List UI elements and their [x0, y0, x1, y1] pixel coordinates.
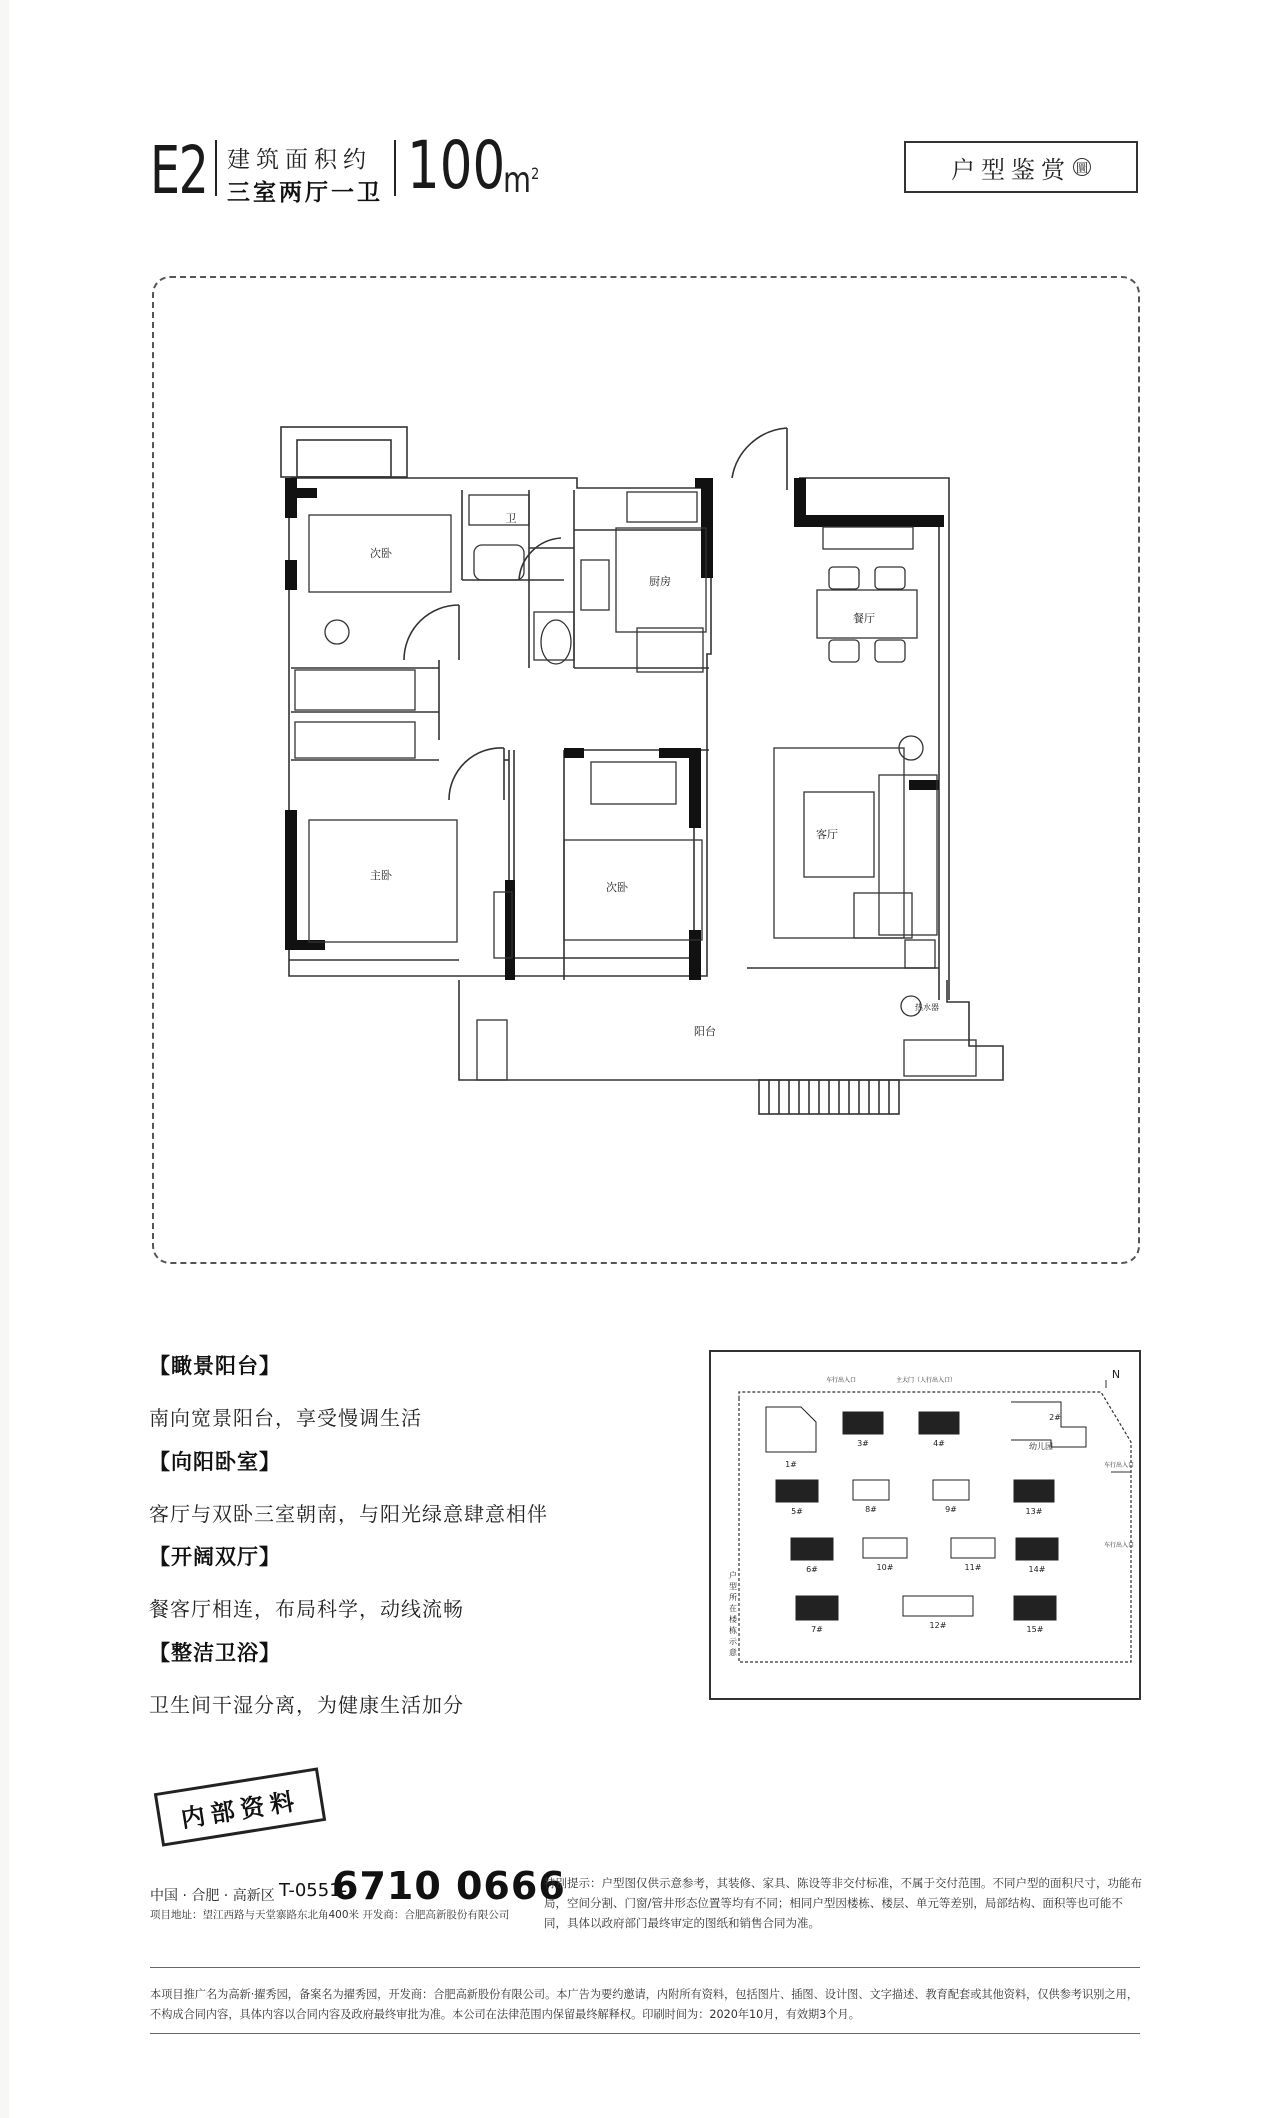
footer-phone: 6710 0666 [332, 1864, 566, 1908]
site-side-label: 户型所在楼栋示意 [729, 1571, 737, 1657]
entrance-label: 车行出入口 [1103, 1462, 1135, 1469]
building-label: 13# [1025, 1507, 1043, 1516]
feature-title: 【开阔双厅】 [149, 1545, 281, 1569]
building-label: 4# [933, 1439, 945, 1448]
building-label: 1# [785, 1460, 797, 1469]
internal-material-stamp: 内部资料 [154, 1767, 326, 1846]
building-label: 11# [964, 1563, 982, 1572]
feature-item [149, 1446, 548, 1527]
footer-address: 项目地址：望江西路与天堂寨路东北角400米 开发商：合肥高新股份有限公司 [150, 1909, 510, 1921]
building-label: 9# [945, 1505, 957, 1514]
kindergarten-label: 幼儿园 [1029, 1442, 1053, 1451]
building-label: 12# [929, 1621, 947, 1630]
site-map-drawing [711, 1352, 1139, 1698]
room-label-master: 主卧 [370, 869, 392, 882]
room-label-kitchen: 厨房 [649, 575, 671, 588]
footer-divider [150, 2033, 1140, 2034]
window-bay [281, 427, 407, 477]
area-label: 建筑面积约 [227, 147, 372, 173]
room-label-dining: 餐厅 [853, 612, 875, 625]
footer-tip: 特别提示：户型图仅供示意参考，其装修、家具、陈设等非交付标准，不属于交付范围。不同户型的面积尺寸，功能布局，空间分割、门窗/管井形态位置等均有不同；相同户型因楼栋、楼层、单元等差别，局部结构、面积等也可能不同，具体以政府部门最终审定的图纸和销售合同为准。 [544, 1876, 1142, 1930]
footer-disclaimer: 本项目推广名为高新·擢秀园，备案名为擢秀园，开发商：合肥高新股份有限公司。本广告为要约邀请，内附所有资料，包括图片、插图、设计图、文字描述、教育配套或其他资料，仅供参考识别之用，不构成合同内容，具体内容以合同内容及政府最终审批为准。本公司在法律范围内保留最终解释权。印刷时间为：2020年10月，有效期3个月。 [150, 1988, 1139, 2021]
feature-title: 【瞰景阳台】 [149, 1354, 281, 1378]
header-divider [394, 140, 396, 196]
room-label-bedroom-s: 次卧 [606, 881, 628, 894]
feature-desc: 南向宽景阳台，享受慢调生活 [149, 1406, 422, 1430]
site-map [709, 1350, 1141, 1700]
entrance-label: 车行出入口 [825, 1377, 857, 1384]
feature-title: 【向阳卧室】 [149, 1450, 281, 1474]
badge-label: 户型鉴赏 [951, 155, 1071, 184]
feature-title: 【整洁卫浴】 [149, 1641, 281, 1665]
room-label-bedroom-n: 次卧 [370, 547, 392, 560]
building-label: 3# [857, 1439, 869, 1448]
feature-desc: 餐客厅相连，布局科学，动线流畅 [149, 1597, 464, 1621]
building-label: 5# [791, 1507, 803, 1516]
footer-location: 中国 · 合肥 · 高新区 [150, 1888, 275, 1904]
building-label: 2# [1049, 1413, 1061, 1422]
area-value: 100 [407, 127, 506, 204]
feature-item [149, 1541, 464, 1622]
footer-divider [150, 1967, 1140, 1968]
label-water-heater: 热水器 [915, 1003, 939, 1012]
room-label-balcony: 阳台 [694, 1025, 716, 1038]
area-unit: $m^2$ [503, 160, 540, 201]
badge-mark: 圜 [1073, 158, 1091, 176]
footer-phone-prefix: T-0551- [279, 1880, 348, 1901]
room-label-living: 客厅 [816, 828, 838, 841]
header-divider [215, 140, 217, 196]
building-label: 7# [811, 1625, 823, 1634]
feature-item [149, 1637, 464, 1718]
building-label: 15# [1026, 1625, 1044, 1634]
brochure-page [9, 0, 1267, 2118]
room-label-bathroom: 卫 [505, 512, 517, 525]
section-badge [904, 141, 1138, 193]
feature-desc: 卫生间干湿分离，为健康生活加分 [149, 1693, 464, 1717]
building-label: 6# [806, 1565, 818, 1574]
north-label: N [1111, 1368, 1121, 1381]
layout-label: 三室两厅一卫 [227, 180, 383, 206]
feature-item [149, 1350, 422, 1431]
building-label: 8# [865, 1505, 877, 1514]
feature-desc: 客厅与双卧三室朝南，与阳光绿意肆意相伴 [149, 1502, 548, 1526]
entrance-label: 车行出入口 [1103, 1542, 1135, 1549]
building-label: 10# [876, 1563, 894, 1572]
entrance-label: 主大门（人行出入口） [895, 1377, 957, 1384]
floor-plan [152, 276, 1140, 1264]
building-label: 14# [1028, 1565, 1046, 1574]
unit-code: E2 [150, 132, 208, 209]
